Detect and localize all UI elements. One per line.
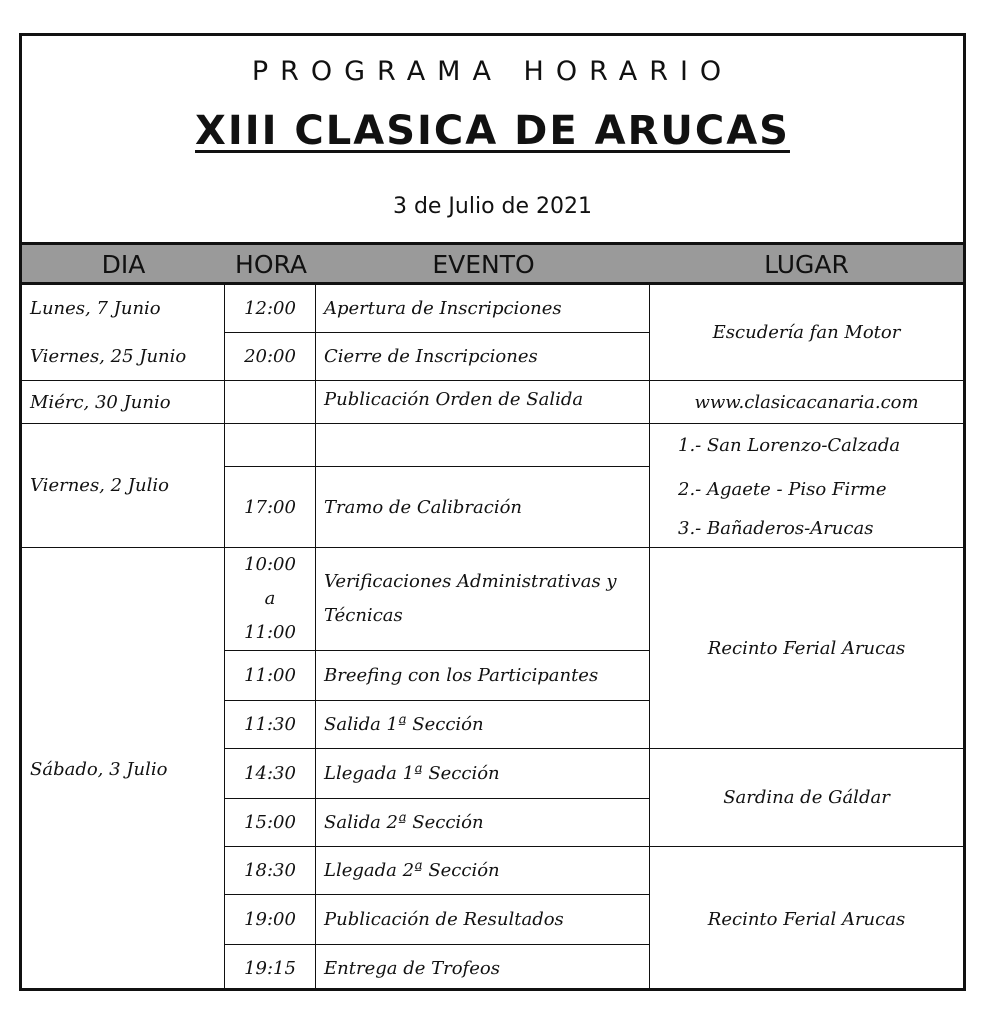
lugar-cell: 3.- Bañaderos-Arucas [678,517,874,539]
evento-cell: Entrega de Trofeos [324,957,500,979]
programa-horario-heading: PROGRAMA HORARIO [251,56,734,87]
event-title [22,108,963,154]
hora-cell: 11:00 [244,665,296,686]
evento-cell: Tramo de Calibración [324,496,523,518]
lugar-cell: Recinto Ferial Arucas [707,637,906,659]
dia-cell: Sábado, 3 Julio [30,759,168,780]
evento-cell: Cierre de Inscripciones [324,346,538,367]
hora-separator: a [264,588,276,609]
lugar-cell: Escudería fan Motor [712,322,901,343]
evento-cell: Publicación de Resultados [324,909,564,930]
hora-cell: 18:30 [244,860,296,881]
dia-cell: Viernes, 2 Julio [30,475,169,496]
column-header-evento: EVENTO [432,250,535,279]
evento-cell: Publicación Orden de Salida [324,389,584,410]
evento-cell: Llegada 1ª Sección [324,763,500,784]
hora-cell: 11:30 [244,714,296,735]
hora-cell: 17:00 [244,496,296,518]
hora-cell: 19:15 [244,957,296,979]
evento-cell: Breefing con los Participantes [324,665,599,686]
event-date: 3 de Julio de 2021 [392,194,593,219]
event-title-text: XIII CLASICA DE ARUCAS [195,108,790,154]
lugar-cell: www.clasicacanaria.com [694,391,919,413]
hora-start: 10:00 [244,554,296,575]
column-header-dia: DIA [101,250,146,279]
hora-cell [225,548,315,650]
evento-cell: Salida 2ª Sección [324,812,484,833]
column-header-hora: HORA [235,250,307,279]
dia-cell: Lunes, 7 Junio [30,298,161,319]
evento-cell: Llegada 2ª Sección [324,860,500,881]
dia-cell: Viernes, 25 Junio [30,346,187,367]
hora-cell: 14:30 [244,763,296,784]
lugar-cell: 1.- San Lorenzo-Calzada [678,434,901,456]
hora-cell: 19:00 [244,909,296,930]
hora-cell: 20:00 [244,346,296,367]
lugar-cell: Recinto Ferial Arucas [707,908,906,930]
column-header-lugar: LUGAR [764,250,849,279]
evento-cell: Verificaciones Administrativas y Técnicas [324,571,617,626]
hora-cell [225,381,315,423]
hora-end: 11:00 [244,622,296,643]
lugar-cell: 2.- Agaete - Piso Firme [678,478,887,500]
schedule-document [19,33,966,991]
evento-cell: Apertura de Inscripciones [324,298,562,319]
hora-cell: 12:00 [244,298,296,319]
dia-cell: Miérc, 30 Junio [30,391,171,413]
hora-cell: 15:00 [244,812,296,833]
lugar-cell: Sardina de Gáldar [723,787,890,808]
table-header [22,242,963,285]
evento-cell: Salida 1ª Sección [324,714,484,735]
